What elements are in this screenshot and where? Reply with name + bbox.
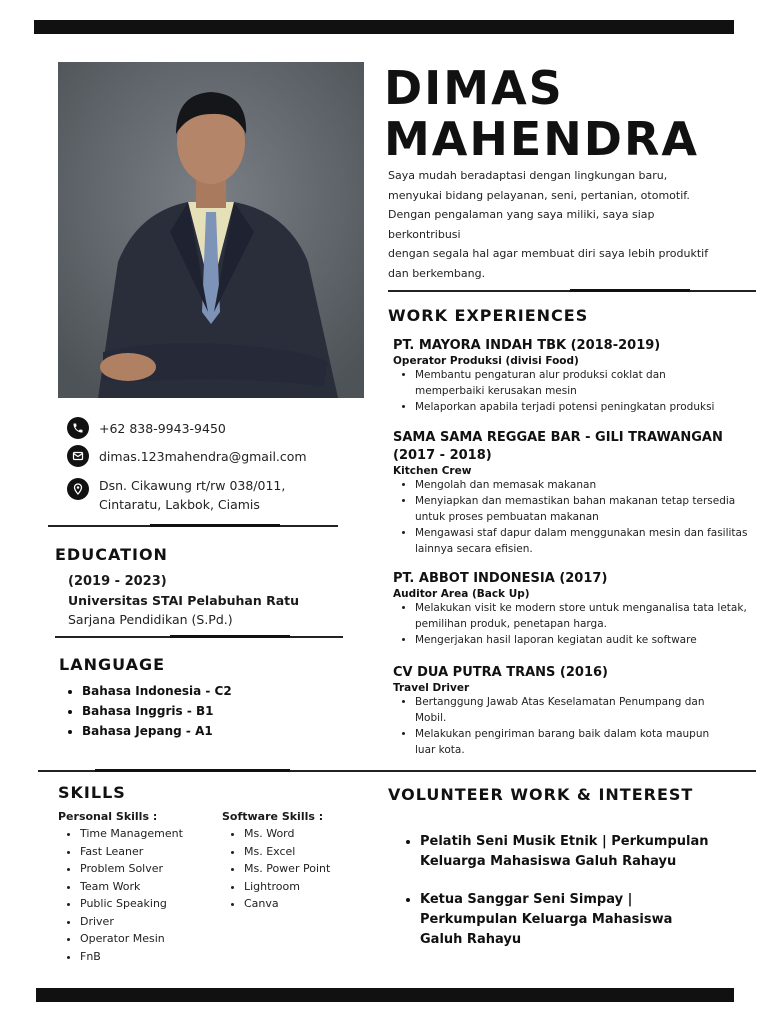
- job-role: Travel Driver: [393, 682, 470, 694]
- personal-skills-list: [58, 825, 183, 965]
- about-line: Saya mudah beradaptasi dengan lingkungan baru,: [388, 169, 668, 182]
- name-first: DIMAS: [384, 61, 564, 115]
- job-role: Kitchen Crew: [393, 465, 472, 477]
- job-duty: • Melakukan pengiriman barang baik dalam kota maupun luar kota.: [415, 726, 715, 758]
- about-line: Dengan pengalaman yang saya miliki, saya siap: [388, 208, 655, 221]
- job-title: SAMA SAMA REGGAE BAR - GILI TRAWANGAN (2017 - 2018): [393, 430, 723, 463]
- about-line: menyukai bidang pelayanan, seni, pertanian, otomotif.: [388, 188, 690, 202]
- skill-item: • Ms. Excel: [244, 843, 330, 861]
- language-item: • Bahasa Indonesia - C2: [82, 681, 232, 701]
- skill-item: • Ms. Power Point: [244, 860, 330, 878]
- divider-accent: [150, 524, 280, 527]
- software-skills: [222, 809, 330, 913]
- job-duty: • Menyiapkan dan memastikan bahan makanan tetap tersedia untuk proses pembuatan makanan: [415, 493, 758, 525]
- education-section-title: EDUCATION: [55, 545, 168, 564]
- volunteer-item: • Ketua Sanggar Seni Simpay | Perkumpulan Keluarga Mahasiswa Galuh Rahayu: [420, 890, 690, 950]
- volunteer-list: [398, 832, 750, 968]
- job-entry: [393, 429, 758, 557]
- skill-item: • Team Work: [80, 878, 183, 896]
- language-item: • Bahasa Inggris - B1: [82, 701, 232, 721]
- about-text: [388, 166, 758, 283]
- skill-item: • FnB: [80, 948, 183, 966]
- software-skills-list: [222, 825, 330, 913]
- top-bar: [34, 20, 734, 34]
- person-figure-icon: [58, 62, 364, 398]
- skill-item: • Lightroom: [244, 878, 330, 896]
- language-list: [60, 681, 232, 741]
- skills-section-title: SKILLS: [58, 783, 126, 802]
- contact-email: [67, 445, 307, 467]
- phone-number: +62 838-9943-9450: [99, 420, 226, 436]
- about-line: dan berkembang.: [388, 266, 486, 280]
- name-last: MAHENDRA: [384, 112, 699, 166]
- address: [99, 476, 285, 514]
- divider-accent: [95, 769, 290, 772]
- job-duty: • Mengolah dan memasak makanan: [415, 477, 758, 493]
- skill-item: • Operator Mesin: [80, 930, 183, 948]
- education-degree: Sarjana Pendidikan (S.Pd.): [68, 612, 233, 627]
- volunteer-item: • Pelatih Seni Musik Etnik | Perkumpulan Keluarga Mahasiswa Galuh Rahayu: [420, 832, 750, 872]
- personal-skills-label: Personal Skills :: [58, 810, 158, 823]
- contact-address: [67, 476, 285, 514]
- job-duty: • Melakukan visit ke modern store untuk menganalisa tata letak, pemilihan produk, penetapan harga.: [415, 600, 763, 632]
- work-section-title: WORK EXPERIENCES: [388, 306, 589, 325]
- job-duty: • Membantu pengaturan alur produksi coklat dan memperbaiki kerusakan mesin: [415, 367, 715, 399]
- contact-phone: [67, 417, 226, 439]
- job-entry: [393, 570, 763, 648]
- skill-item: • Driver: [80, 913, 183, 931]
- phone-icon: [67, 417, 89, 439]
- volunteer-section-title: VOLUNTEER WORK & INTEREST: [388, 785, 694, 804]
- job-role: Auditor Area (Back Up): [393, 588, 530, 600]
- about-line: berkontribusi: [388, 227, 461, 241]
- bottom-bar: [36, 988, 734, 1002]
- skill-item: • Time Management: [80, 825, 183, 843]
- job-duties: [393, 694, 763, 758]
- education-entry: [68, 572, 299, 629]
- job-duty: • Mengawasi staf dapur dalam menggunakan mesin dan fasilitas lainnya secara efisien.: [415, 525, 758, 557]
- job-entry: [393, 337, 763, 415]
- job-title: CV DUA PUTRA TRANS (2016): [393, 665, 608, 680]
- job-duties: [393, 477, 758, 557]
- address-line: Dsn. Cikawung rt/rw 038/011,: [99, 478, 286, 493]
- profile-photo: [58, 62, 364, 398]
- about-line: dengan segala hal agar membuat diri saya lebih produktif: [388, 247, 709, 260]
- job-entry: [393, 664, 763, 758]
- job-duty: • Mengerjakan hasil laporan kegiatan audit ke software: [415, 632, 763, 648]
- language-section-title: LANGUAGE: [59, 655, 166, 674]
- education-years: (2019 - 2023): [68, 574, 167, 589]
- education-school: Universitas STAI Pelabuhan Ratu: [68, 593, 300, 608]
- job-title: PT. ABBOT INDONESIA (2017): [393, 571, 608, 586]
- email-address: dimas.123mahendra@gmail.com: [99, 448, 307, 464]
- job-title: PT. MAYORA INDAH TBK (2018-2019): [393, 338, 661, 353]
- skill-item: • Fast Leaner: [80, 843, 183, 861]
- location-pin-icon: [67, 478, 89, 500]
- divider-accent: [170, 635, 290, 638]
- job-duties: [393, 367, 763, 415]
- skill-item: • Ms. Word: [244, 825, 330, 843]
- divider-accent: [570, 289, 690, 292]
- language-item: • Bahasa Jepang - A1: [82, 721, 232, 741]
- job-duty: • Melaporkan apabila terjadi potensi peningkatan produksi: [415, 399, 763, 415]
- job-role: Operator Produksi (divisi Food): [393, 355, 579, 367]
- skill-item: • Problem Solver: [80, 860, 183, 878]
- skill-item: • Canva: [244, 895, 330, 913]
- address-line: Cintaratu, Lakbok, Ciamis: [99, 497, 260, 512]
- personal-skills: [58, 809, 183, 965]
- skill-item: • Public Speaking: [80, 895, 183, 913]
- mail-icon: [67, 445, 89, 467]
- software-skills-label: Software Skills :: [222, 810, 324, 823]
- job-duty: • Bertanggung Jawab Atas Keselamatan Penumpang dan Mobil.: [415, 694, 735, 726]
- job-duties: [393, 600, 763, 648]
